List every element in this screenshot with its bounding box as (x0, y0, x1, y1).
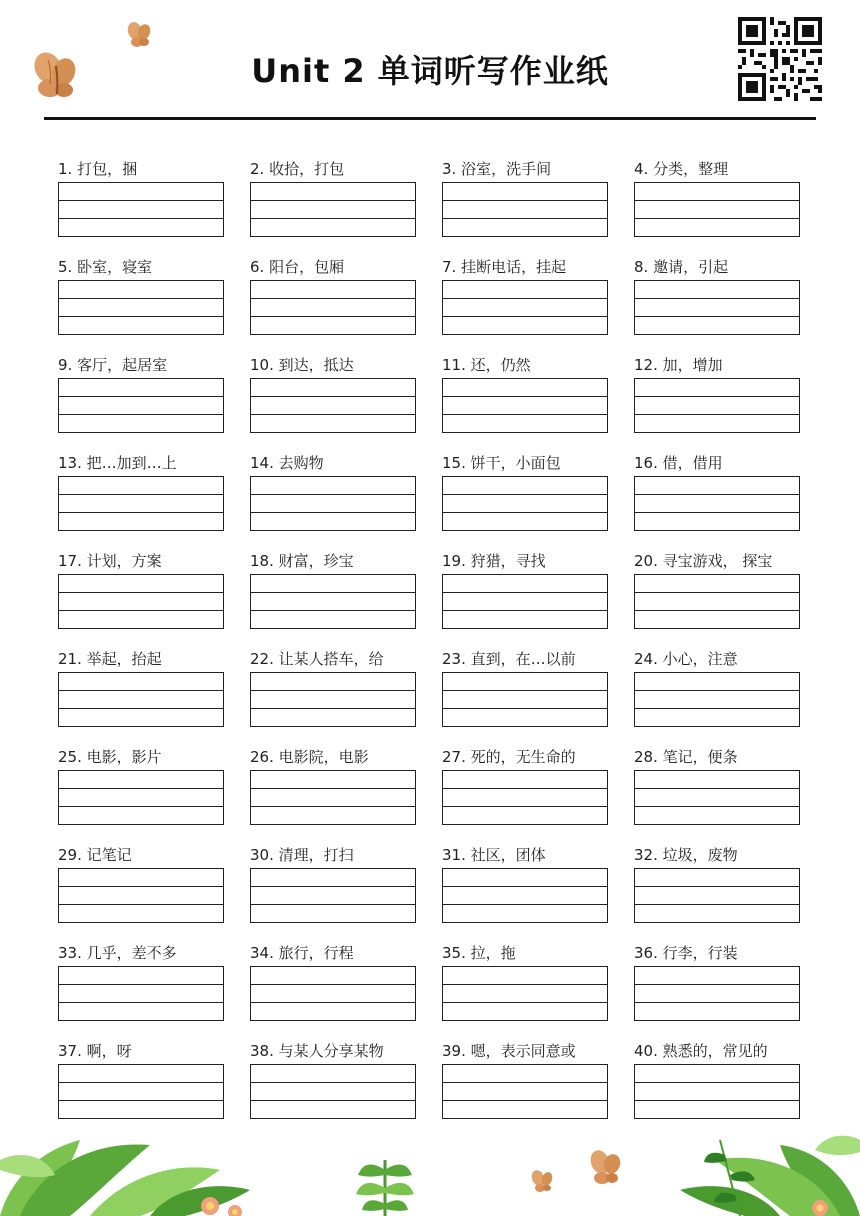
answer-line (59, 771, 223, 789)
word-item (58, 550, 224, 605)
word-label: 5. 卧室，寝室 (58, 258, 153, 276)
answer-line (59, 789, 223, 807)
answer-line (251, 673, 415, 691)
answer-line (635, 281, 799, 299)
answer-line (635, 1065, 799, 1083)
word-label: 13. 把…加到…上 (58, 454, 177, 472)
answer-line (635, 415, 799, 432)
word-item (634, 256, 800, 311)
answer-line (251, 869, 415, 887)
answer-box[interactable] (250, 868, 416, 923)
answer-line (443, 281, 607, 299)
answer-line (635, 869, 799, 887)
answer-line (635, 219, 799, 236)
answer-line (251, 789, 415, 807)
answer-line (251, 887, 415, 905)
answer-box[interactable] (442, 672, 608, 727)
word-item (58, 256, 224, 311)
answer-box[interactable] (442, 1064, 608, 1119)
answer-line (443, 495, 607, 513)
answer-line (635, 299, 799, 317)
answer-line (59, 869, 223, 887)
word-item (442, 1040, 608, 1095)
word-item (442, 648, 608, 703)
answer-line (635, 397, 799, 415)
word-item (250, 844, 416, 899)
answer-line (443, 1065, 607, 1083)
word-label: 20. 寻宝游戏， 探宝 (634, 552, 773, 570)
word-label: 7. 挂断电话，挂起 (442, 258, 567, 276)
answer-line (443, 967, 607, 985)
word-item (634, 452, 800, 507)
answer-line (443, 807, 607, 824)
word-item (442, 158, 608, 213)
word-label: 14. 去购物 (250, 454, 324, 472)
answer-line (59, 905, 223, 922)
word-label: 23. 直到，在…以前 (442, 650, 576, 668)
word-label: 39. 嗯，表示同意或 (442, 1042, 576, 1060)
answer-line (635, 709, 799, 726)
answer-line (251, 397, 415, 415)
header-divider (44, 117, 816, 120)
answer-line (635, 495, 799, 513)
answer-line (59, 967, 223, 985)
answer-line (59, 513, 223, 530)
answer-line (59, 379, 223, 397)
word-item (442, 942, 608, 997)
word-label: 15. 饼干，小面包 (442, 454, 561, 472)
answer-line (443, 317, 607, 334)
word-label: 38. 与某人分享某物 (250, 1042, 384, 1060)
answer-box[interactable] (250, 966, 416, 1021)
answer-line (635, 477, 799, 495)
answer-line (59, 985, 223, 1003)
answer-line (635, 593, 799, 611)
word-label: 12. 加，增加 (634, 356, 723, 374)
answer-line (251, 1065, 415, 1083)
word-item (58, 452, 224, 507)
answer-line (635, 905, 799, 922)
answer-line (635, 317, 799, 334)
dictation-grid (58, 158, 800, 1095)
answer-line (251, 691, 415, 709)
word-item (250, 158, 416, 213)
answer-box[interactable] (250, 476, 416, 531)
answer-line (59, 807, 223, 824)
answer-line (59, 219, 223, 236)
answer-line (59, 201, 223, 219)
word-label: 1. 打包，捆 (58, 160, 138, 178)
word-label: 35. 拉，拖 (442, 944, 516, 962)
word-item (634, 942, 800, 997)
answer-line (59, 281, 223, 299)
answer-line (443, 887, 607, 905)
word-item (250, 648, 416, 703)
answer-line (251, 611, 415, 628)
answer-line (635, 673, 799, 691)
answer-line (635, 1083, 799, 1101)
word-label: 17. 计划，方案 (58, 552, 162, 570)
word-label: 10. 到达，抵达 (250, 356, 354, 374)
word-item (250, 550, 416, 605)
answer-line (635, 887, 799, 905)
answer-line (443, 905, 607, 922)
answer-line (59, 709, 223, 726)
answer-line (443, 219, 607, 236)
answer-box[interactable] (58, 182, 224, 237)
page-title: Unit 2 单词听写作业纸 (251, 52, 609, 90)
answer-line (251, 985, 415, 1003)
word-label: 26. 电影院，电影 (250, 748, 369, 766)
answer-box[interactable] (58, 868, 224, 923)
word-item (442, 746, 608, 801)
answer-line (59, 495, 223, 513)
answer-line (251, 183, 415, 201)
answer-line (635, 691, 799, 709)
word-item (442, 452, 608, 507)
answer-line (443, 1101, 607, 1118)
answer-box[interactable] (442, 966, 608, 1021)
word-item (58, 746, 224, 801)
answer-line (443, 397, 607, 415)
answer-box[interactable] (250, 378, 416, 433)
answer-box[interactable] (58, 770, 224, 825)
answer-box[interactable] (442, 182, 608, 237)
word-label: 2. 收拾，打包 (250, 160, 345, 178)
answer-line (443, 673, 607, 691)
answer-box[interactable] (250, 182, 416, 237)
word-label: 16. 借，借用 (634, 454, 723, 472)
word-label: 21. 举起，抬起 (58, 650, 162, 668)
answer-line (443, 709, 607, 726)
answer-line (443, 611, 607, 628)
answer-line (251, 771, 415, 789)
answer-box[interactable] (250, 1064, 416, 1119)
answer-line (443, 415, 607, 432)
answer-line (443, 1083, 607, 1101)
word-item (634, 648, 800, 703)
word-label: 6. 阳台，包厢 (250, 258, 345, 276)
answer-line (59, 673, 223, 691)
answer-line (635, 575, 799, 593)
answer-line (251, 317, 415, 334)
word-label: 32. 垃圾，废物 (634, 846, 738, 864)
word-item (58, 844, 224, 899)
word-label: 24. 小心，注意 (634, 650, 738, 668)
leaf-decoration (0, 1120, 860, 1216)
answer-line (251, 477, 415, 495)
word-label: 4. 分类，整理 (634, 160, 729, 178)
word-item (442, 550, 608, 605)
answer-line (443, 593, 607, 611)
word-label: 9. 客厅，起居室 (58, 356, 168, 374)
answer-line (251, 201, 415, 219)
word-item (250, 354, 416, 409)
answer-line (635, 807, 799, 824)
answer-line (59, 575, 223, 593)
word-item (250, 1040, 416, 1095)
answer-box[interactable] (58, 280, 224, 335)
word-label: 18. 财富，珍宝 (250, 552, 354, 570)
answer-line (635, 379, 799, 397)
answer-box[interactable] (442, 280, 608, 335)
answer-box[interactable] (250, 280, 416, 335)
answer-line (635, 789, 799, 807)
answer-box[interactable] (634, 770, 800, 825)
answer-line (443, 379, 607, 397)
word-label: 37. 啊，呀 (58, 1042, 132, 1060)
answer-line (635, 1003, 799, 1020)
answer-box[interactable] (634, 182, 800, 237)
answer-line (251, 575, 415, 593)
answer-box[interactable] (250, 672, 416, 727)
answer-line (251, 709, 415, 726)
answer-line (251, 415, 415, 432)
answer-line (635, 771, 799, 789)
word-item (442, 354, 608, 409)
answer-line (443, 201, 607, 219)
answer-line (251, 513, 415, 530)
answer-box[interactable] (634, 672, 800, 727)
answer-line (635, 967, 799, 985)
word-item (250, 746, 416, 801)
answer-line (635, 513, 799, 530)
answer-line (251, 219, 415, 236)
answer-line (59, 415, 223, 432)
word-item (634, 844, 800, 899)
word-label: 28. 笔记，便条 (634, 748, 738, 766)
answer-box[interactable] (250, 770, 416, 825)
answer-line (59, 593, 223, 611)
word-item (634, 354, 800, 409)
answer-box[interactable] (634, 476, 800, 531)
answer-line (251, 379, 415, 397)
answer-line (251, 967, 415, 985)
word-item (442, 256, 608, 311)
word-item (634, 1040, 800, 1095)
word-label: 19. 狩猎，寻找 (442, 552, 546, 570)
answer-box[interactable] (442, 868, 608, 923)
answer-line (59, 611, 223, 628)
word-item (634, 158, 800, 213)
word-item (442, 844, 608, 899)
word-label: 27. 死的，无生命的 (442, 748, 576, 766)
answer-line (443, 1003, 607, 1020)
word-label: 8. 邀请，引起 (634, 258, 729, 276)
answer-line (443, 771, 607, 789)
word-item (58, 1040, 224, 1095)
word-label: 25. 电影，影片 (58, 748, 162, 766)
answer-line (59, 1065, 223, 1083)
qr-code-icon (738, 17, 822, 101)
answer-line (251, 281, 415, 299)
word-item (250, 942, 416, 997)
answer-line (59, 887, 223, 905)
answer-box[interactable] (58, 672, 224, 727)
word-label: 33. 几乎，差不多 (58, 944, 177, 962)
answer-line (635, 611, 799, 628)
word-item (58, 648, 224, 703)
word-label: 30. 清理，打扫 (250, 846, 354, 864)
answer-line (635, 201, 799, 219)
answer-line (59, 183, 223, 201)
word-item (58, 354, 224, 409)
answer-line (443, 691, 607, 709)
answer-box[interactable] (634, 1064, 800, 1119)
word-label: 22. 让某人搭车，给 (250, 650, 384, 668)
answer-box[interactable] (58, 378, 224, 433)
answer-line (443, 513, 607, 530)
answer-line (251, 1003, 415, 1020)
answer-line (251, 807, 415, 824)
word-label: 36. 行李，行装 (634, 944, 738, 962)
answer-box[interactable] (442, 378, 608, 433)
word-label: 40. 熟悉的，常见的 (634, 1042, 768, 1060)
answer-line (251, 495, 415, 513)
word-item (634, 550, 800, 605)
answer-line (443, 985, 607, 1003)
answer-line (59, 299, 223, 317)
word-item (58, 942, 224, 997)
answer-line (251, 1083, 415, 1101)
answer-box[interactable] (634, 966, 800, 1021)
answer-line (635, 183, 799, 201)
answer-line (59, 397, 223, 415)
answer-line (443, 869, 607, 887)
answer-line (59, 477, 223, 495)
answer-box[interactable] (442, 476, 608, 531)
answer-line (59, 1083, 223, 1101)
answer-box[interactable] (58, 476, 224, 531)
answer-line (251, 299, 415, 317)
answer-line (635, 985, 799, 1003)
answer-line (251, 593, 415, 611)
answer-box[interactable] (634, 574, 800, 629)
word-label: 34. 旅行，行程 (250, 944, 354, 962)
answer-box[interactable] (58, 966, 224, 1021)
word-label: 11. 还，仍然 (442, 356, 531, 374)
answer-box[interactable] (634, 868, 800, 923)
answer-line (59, 317, 223, 334)
answer-line (59, 1003, 223, 1020)
answer-line (635, 1101, 799, 1118)
answer-line (251, 1101, 415, 1118)
word-item (634, 746, 800, 801)
answer-box[interactable] (58, 1064, 224, 1119)
answer-line (251, 905, 415, 922)
answer-line (443, 299, 607, 317)
answer-line (443, 183, 607, 201)
answer-line (443, 575, 607, 593)
word-label: 3. 浴室，洗手间 (442, 160, 552, 178)
answer-box[interactable] (442, 770, 608, 825)
word-item (250, 452, 416, 507)
answer-box[interactable] (250, 574, 416, 629)
answer-line (59, 691, 223, 709)
answer-box[interactable] (442, 574, 608, 629)
answer-line (443, 789, 607, 807)
word-label: 31. 社区，团体 (442, 846, 546, 864)
answer-line (443, 477, 607, 495)
word-item (250, 256, 416, 311)
answer-line (59, 1101, 223, 1118)
answer-box[interactable] (58, 574, 224, 629)
answer-box[interactable] (634, 378, 800, 433)
answer-box[interactable] (634, 280, 800, 335)
word-label: 29. 记笔记 (58, 846, 132, 864)
word-item (58, 158, 224, 213)
